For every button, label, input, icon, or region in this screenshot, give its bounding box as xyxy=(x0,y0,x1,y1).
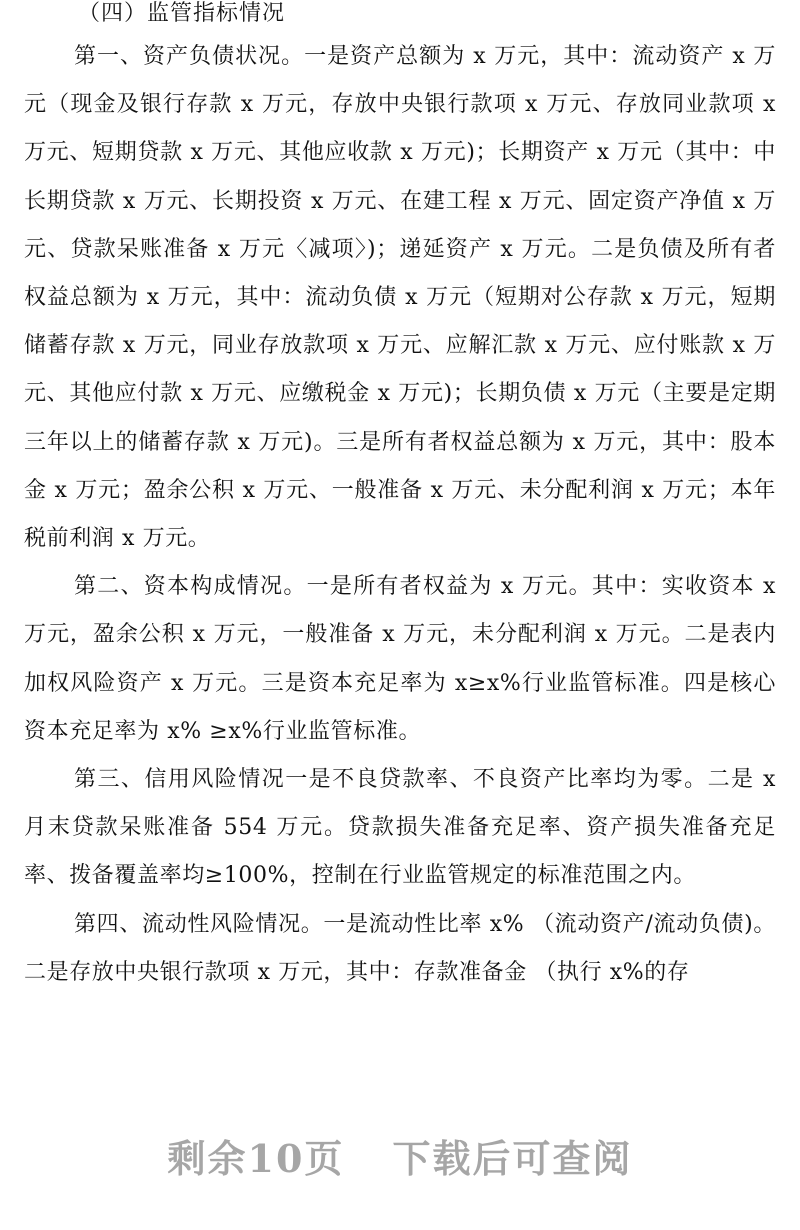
paragraph-assets-liabilities: 第一、资产负债状况。一是资产总额为 x 万元，其中：流动资产 x 万元（现金及银行存款 x 万元，存放中央银行款项 x 万元、存放同业款项 x 万元、短期贷款 x 万元、其他应收款 x 万元)；长期资产 x 万元（其中：中长期贷款 x 万元、长期投资 x 万元、在建工程 x 万元、固定资产净值 x 万元、贷款呆账准备 x 万元〈减项〉)；递延资产 x 万元。二是负债及所有者权益总额为 x 万元，其中：流动负债 x 万元（短期对公存款 x 万元，短期储蓄存款 x 万元，同业存放款项 x 万元、应解汇款 x 万元、应付账款 x 万元、其他应付款 x 万元、应缴税金 x 万元)；长期负债 x 万元（主要是定期三年以上的储蓄存款 x 万元)。三是所有者权益总额为 x 万元，其中：股本金 x 万元；盈余公积 x 万元、一般准备 x 万元、未分配利润 x 万元；本年税前利润 x 万元。 xyxy=(24,44,776,552)
paragraph-liquidity-risk: 第四、流动性风险情况。一是流动性比率 x% （流动资产/流动负债)。二是存放中央银行款项 x 万元，其中：存款准备金 （执行 x%的存 xyxy=(24,911,776,985)
section-heading: （四）监管指标情况 xyxy=(78,1,286,26)
paragraph-credit-risk: 第三、信用风险情况一是不良贷款率、不良资产比率均为零。二是 x 月末贷款呆账准备 554 万元。贷款损失准备充足率、资产损失准备充足率、拨备覆盖率均≥100%，控制在行业监管规定的标准范围之内。 xyxy=(24,767,776,889)
download-prompt[interactable] xyxy=(0,1128,800,1183)
remaining-pages-label: 剩余10页 xyxy=(167,1136,345,1181)
paragraph-capital-structure: 第二、资本构成情况。一是所有者权益为 x 万元。其中：实收资本 x 万元，盈余公积 x 万元，一般准备 x 万元，未分配利润 x 万元。二是表内加权风险资产 x 万元。三是资本充足率为 x≥x%行业监管标准。四是核心资本充足率为 x% ≥x%行业监管标准。 xyxy=(24,574,776,744)
download-to-view-label: 下载后可查阅 xyxy=(392,1136,633,1181)
document-body xyxy=(24,33,776,997)
